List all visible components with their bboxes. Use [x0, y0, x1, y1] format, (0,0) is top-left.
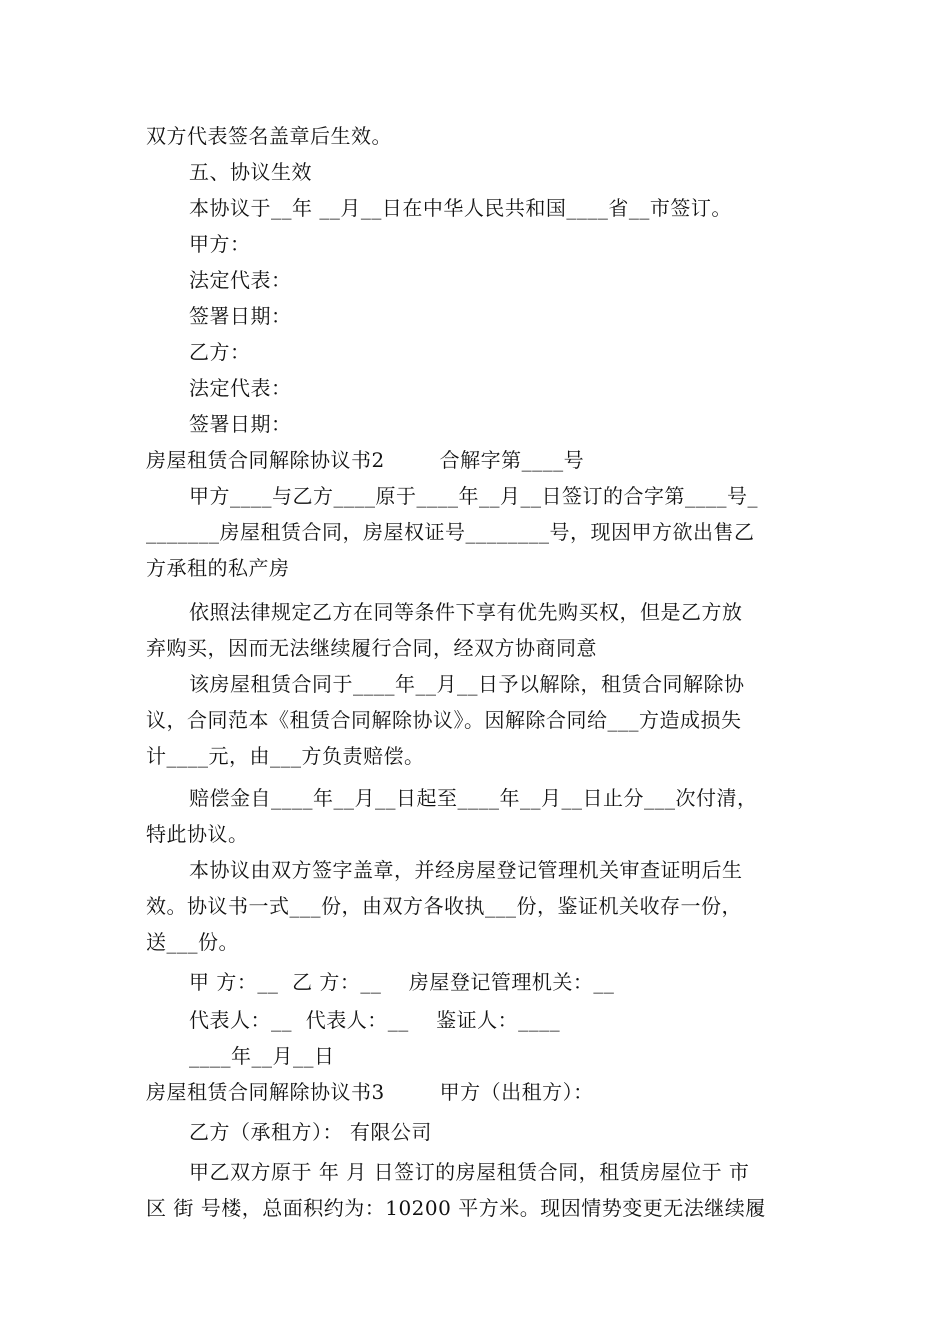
signature-label: 法定代表：: [189, 268, 292, 292]
document-title: 房屋租赁合同解除协议书2 合解字第____号: [146, 448, 585, 472]
text-line: 本协议由双方签字盖章，并经房屋登记管理机关审查证明后生: [189, 858, 743, 882]
signature-label: 签署日期：: [189, 304, 292, 328]
text-line: _______房屋租赁合同，房屋权证号________号，现因甲方欲出售乙: [146, 520, 755, 544]
text-line: 议，合同范本《租赁合同解除协议》。因解除合同给___方造成损失: [146, 708, 742, 732]
signature-label: 法定代表：: [189, 376, 292, 400]
party-line: 乙方（承租方）： 有限公司: [189, 1120, 432, 1144]
text-line: 区 街 号楼，总面积约为：10200 平方米。现因情势变更无法继续履: [146, 1196, 766, 1220]
signature-label: 甲方：: [189, 232, 251, 256]
text-line: 计____元，由___方负责赔偿。: [146, 744, 425, 768]
text-line: 甲乙双方原于 年 月 日签订的房屋租赁合同，租赁房屋位于 市: [189, 1160, 750, 1184]
section-heading: 五、协议生效: [189, 160, 312, 184]
text-line: 依照法律规定乙方在同等条件下享有优先购买权，但是乙方放: [189, 600, 743, 624]
text-line: 甲方____与乙方____原于____年__月__日签订的合字第____号_: [189, 484, 758, 508]
signature-label: 乙方：: [189, 340, 251, 364]
text-line: 该房屋租赁合同于____年__月__日予以解除，租赁合同解除协: [189, 672, 745, 696]
signature-line: 甲 方：__ 乙 方：__ 房屋登记管理机关：__: [189, 970, 615, 994]
text-line: 特此协议。: [146, 822, 249, 846]
text-line: 赔偿金自____年__月__日起至____年__月__日止分___次付清，: [189, 786, 758, 810]
text-line: 本协议于__年 __月__日在中华人民共和国____省__市签订。: [189, 196, 732, 220]
signature-line: 代表人：__ 代表人：__ 鉴证人：____: [189, 1008, 561, 1032]
signature-label: 签署日期：: [189, 412, 292, 436]
document-title: 房屋租赁合同解除协议书3 甲方（出租方）：: [146, 1080, 594, 1104]
text-line: 弃购买，因而无法继续履行合同，经双方协商同意: [146, 636, 597, 660]
date-line: ____年__月__日: [189, 1044, 335, 1068]
text-line: 双方代表签名盖章后生效。: [146, 124, 392, 148]
text-line: 送___份。: [146, 930, 239, 954]
text-line: 效。协议书一式___份，由双方各收执___份，鉴证机关收存一份，: [146, 894, 742, 918]
text-line: 方承租的私产房: [146, 556, 290, 580]
